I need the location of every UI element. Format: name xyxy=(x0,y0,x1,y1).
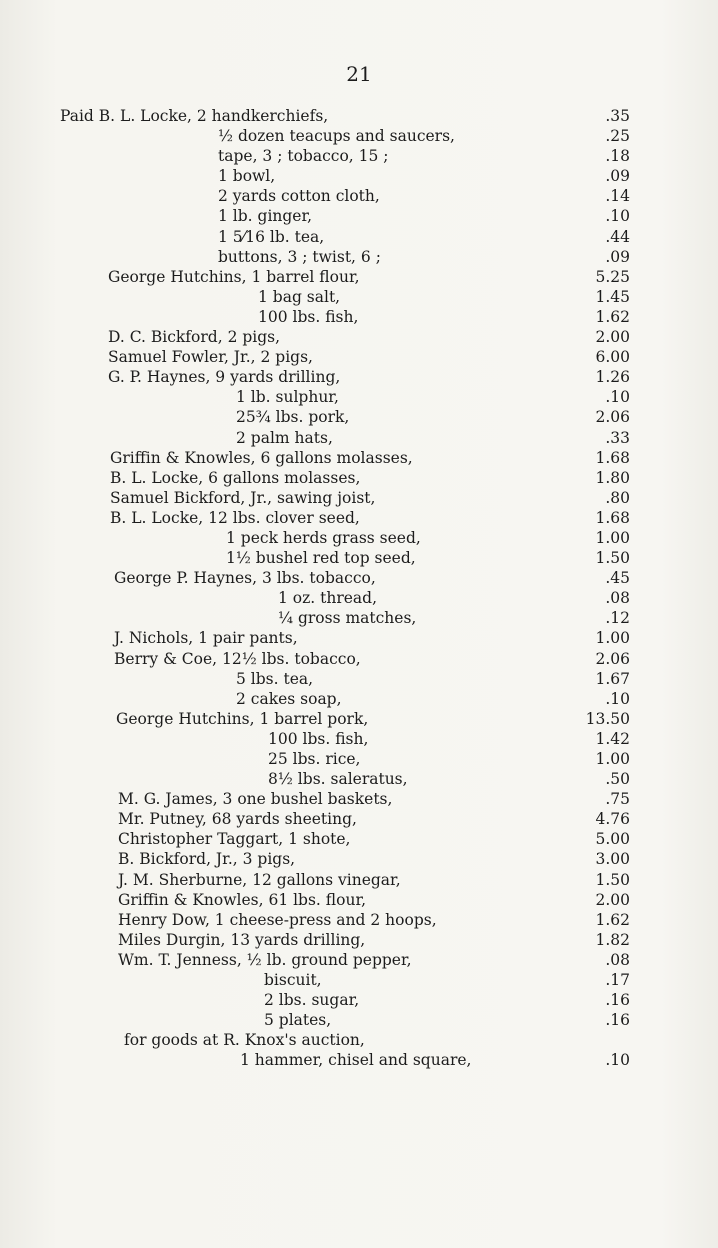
entry-description: D. C. Bickford, 2 pigs, xyxy=(108,328,281,347)
entry-amount: .25 xyxy=(605,127,630,146)
ledger-row xyxy=(0,247,718,267)
ledger-row xyxy=(0,508,718,528)
ledger-row xyxy=(0,749,718,769)
entry-description: 1 bowl, xyxy=(218,167,276,186)
ledger-row xyxy=(0,588,718,608)
entry-amount: 1.68 xyxy=(595,448,630,467)
entry-description: Paid B. L. Locke, 2 handkerchiefs, xyxy=(60,107,329,125)
entry-amount: .09 xyxy=(605,167,630,186)
entry-amount: 2.00 xyxy=(595,890,630,909)
entry-amount: .09 xyxy=(605,247,630,266)
entry-amount: 5.00 xyxy=(595,830,630,849)
entry-amount: .44 xyxy=(605,227,630,246)
entry-description: 1 hammer, chisel and square, xyxy=(240,1051,472,1070)
entry-amount: .16 xyxy=(605,1011,630,1030)
entry-amount: 1.50 xyxy=(595,549,630,568)
ledger-row xyxy=(0,970,718,990)
entry-amount: .12 xyxy=(605,609,630,628)
ledger-row xyxy=(0,448,718,468)
ledger-row xyxy=(0,829,718,849)
ledger-row xyxy=(0,649,718,669)
entry-description: Griffin & Knowles, 61 lbs. flour, xyxy=(118,890,367,909)
entry-amount: .08 xyxy=(605,950,630,969)
entry-amount: 1.67 xyxy=(595,669,630,688)
ledger-row xyxy=(0,347,718,367)
entry-amount: .10 xyxy=(605,388,630,407)
entry-amount: 1.00 xyxy=(595,528,630,547)
entry-description: Griffin & Knowles, 6 gallons molasses, xyxy=(110,448,413,467)
entry-amount: 1.26 xyxy=(595,368,630,387)
entry-description: 1 bag salt, xyxy=(258,287,341,306)
entry-description: George Hutchins, 1 barrel flour, xyxy=(108,267,360,286)
entry-amount: 6.00 xyxy=(595,348,630,367)
ledger-row xyxy=(0,870,718,890)
ledger-row xyxy=(0,608,718,628)
entry-description: Berry & Coe, 12½ lbs. tobacco, xyxy=(114,649,361,668)
entry-description: ½ dozen teacups and saucers, xyxy=(218,127,455,146)
entry-amount: 3.00 xyxy=(595,850,630,869)
ledger-entries xyxy=(0,106,718,1071)
entry-description: biscuit, xyxy=(264,971,322,990)
entry-description: buttons, 3 ; twist, 6 ; xyxy=(218,247,381,266)
entry-description: G. P. Haynes, 9 yards drilling, xyxy=(108,368,341,387)
ledger-row xyxy=(0,267,718,287)
entry-amount: 2.06 xyxy=(595,649,630,668)
entry-amount: 1.50 xyxy=(595,870,630,889)
entry-amount: 4.76 xyxy=(595,810,630,829)
entry-description: tape, 3 ; tobacco, 15 ; xyxy=(218,147,389,166)
entry-description: George P. Haynes, 3 lbs. tobacco, xyxy=(114,569,376,588)
entry-description: 5 lbs. tea, xyxy=(236,669,314,688)
entry-description: Miles Durgin, 13 yards drilling, xyxy=(118,930,366,949)
entry-description: 100 lbs. fish, xyxy=(268,729,369,748)
ledger-row xyxy=(0,950,718,970)
entry-description: B. L. Locke, 12 lbs. clover seed, xyxy=(110,508,360,527)
ledger-row xyxy=(0,568,718,588)
entry-amount: .80 xyxy=(605,488,630,507)
ledger-row xyxy=(0,669,718,689)
entry-amount: .08 xyxy=(605,589,630,608)
entry-description: 1 5⁄16 lb. tea, xyxy=(218,227,325,246)
ledger-row xyxy=(0,367,718,387)
entry-amount: .10 xyxy=(605,1051,630,1070)
ledger-row xyxy=(0,628,718,648)
entry-amount: 2.00 xyxy=(595,328,630,347)
entry-amount: 13.50 xyxy=(585,709,630,728)
entry-description: Mr. Putney, 68 yards sheeting, xyxy=(118,810,357,829)
ledger-row xyxy=(0,910,718,930)
entry-description: for goods at R. Knox's auction, xyxy=(124,1031,365,1050)
ledger-row xyxy=(0,1010,718,1030)
entry-description: 2 yards cotton cloth, xyxy=(218,187,380,206)
entry-amount: .50 xyxy=(605,770,630,789)
entry-description: ¼ gross matches, xyxy=(278,609,417,628)
ledger-row xyxy=(0,769,718,789)
entry-description: 2 lbs. sugar, xyxy=(264,991,360,1010)
ledger-row xyxy=(0,849,718,869)
ledger-row xyxy=(0,548,718,568)
entry-amount: .33 xyxy=(605,428,630,447)
entry-description: 5 plates, xyxy=(264,1011,332,1030)
entry-description: Samuel Fowler, Jr., 2 pigs, xyxy=(108,348,313,367)
ledger-row xyxy=(0,689,718,709)
entry-amount: .17 xyxy=(605,971,630,990)
entry-amount: .10 xyxy=(605,689,630,708)
ledger-row xyxy=(0,327,718,347)
entry-description: George Hutchins, 1 barrel pork, xyxy=(116,709,369,728)
ledger-row xyxy=(0,146,718,166)
entry-amount: .14 xyxy=(605,187,630,206)
entry-description: Samuel Bickford, Jr., sawing joist, xyxy=(110,488,376,507)
entry-description: M. G. James, 3 one bushel baskets, xyxy=(118,790,393,809)
entry-description: Christopher Taggart, 1 shote, xyxy=(118,830,351,849)
entry-amount: 1.68 xyxy=(595,508,630,527)
entry-description: B. Bickford, Jr., 3 pigs, xyxy=(118,850,296,869)
page-number: 21 xyxy=(346,62,372,86)
ledger-row xyxy=(0,287,718,307)
entry-description: B. L. Locke, 6 gallons molasses, xyxy=(110,468,361,487)
entry-amount: 1.62 xyxy=(595,307,630,326)
entry-description: Wm. T. Jenness, ½ lb. ground pepper, xyxy=(118,950,412,969)
entry-description: 1 oz. thread, xyxy=(278,589,378,608)
entry-description: 2 palm hats, xyxy=(236,428,333,447)
entry-amount: 1.62 xyxy=(595,910,630,929)
entry-description: 1 peck herds grass seed, xyxy=(226,528,421,547)
entry-amount: .16 xyxy=(605,991,630,1010)
entry-amount: 1.45 xyxy=(595,287,630,306)
entry-description: 25¾ lbs. pork, xyxy=(236,408,350,427)
entry-amount: 5.25 xyxy=(595,267,630,286)
ledger-row xyxy=(0,166,718,186)
ledger-row xyxy=(0,488,718,508)
entry-description: 1 lb. ginger, xyxy=(218,207,313,226)
entry-amount: 1.80 xyxy=(595,468,630,487)
entry-description: J. Nichols, 1 pair pants, xyxy=(114,629,298,648)
ledger-row xyxy=(0,387,718,407)
ledger-row xyxy=(0,528,718,548)
ledger-row xyxy=(0,206,718,226)
entry-amount: 1.42 xyxy=(595,729,630,748)
ledger-row xyxy=(0,930,718,950)
entry-amount: 1.00 xyxy=(595,629,630,648)
ledger-row xyxy=(0,709,718,729)
ledger-row xyxy=(0,186,718,206)
ledger-row xyxy=(0,789,718,809)
entry-amount: 1.00 xyxy=(595,750,630,768)
entry-amount: .75 xyxy=(605,790,630,809)
ledger-row xyxy=(0,407,718,427)
entry-description: 1 lb. sulphur, xyxy=(236,388,339,407)
entry-amount: .35 xyxy=(605,107,630,125)
ledger-row xyxy=(0,1050,718,1070)
ledger-row xyxy=(0,307,718,327)
entry-amount: .45 xyxy=(605,569,630,588)
entry-amount: .10 xyxy=(605,207,630,226)
entry-amount: 1.82 xyxy=(595,930,630,949)
entry-description: 1½ bushel red top seed, xyxy=(226,549,416,568)
ledger-row xyxy=(0,729,718,749)
entry-description: 25 lbs. rice, xyxy=(268,750,361,768)
ledger-row xyxy=(0,126,718,146)
entry-amount: 2.06 xyxy=(595,408,630,427)
ledger-row xyxy=(0,890,718,910)
entry-description: 100 lbs. fish, xyxy=(258,307,359,326)
ledger-row xyxy=(0,106,718,126)
ledger-row xyxy=(0,990,718,1010)
ledger-row xyxy=(0,428,718,448)
ledger-row xyxy=(0,468,718,488)
entry-amount: .18 xyxy=(605,147,630,166)
entry-description: 2 cakes soap, xyxy=(236,689,342,708)
entry-description: 8½ lbs. saleratus, xyxy=(268,770,408,789)
entry-description: Henry Dow, 1 cheese-press and 2 hoops, xyxy=(118,910,437,929)
entry-description: J. M. Sherburne, 12 gallons vinegar, xyxy=(118,870,401,889)
ledger-row xyxy=(0,1030,718,1050)
ledger-row xyxy=(0,227,718,247)
ledger-row xyxy=(0,809,718,829)
